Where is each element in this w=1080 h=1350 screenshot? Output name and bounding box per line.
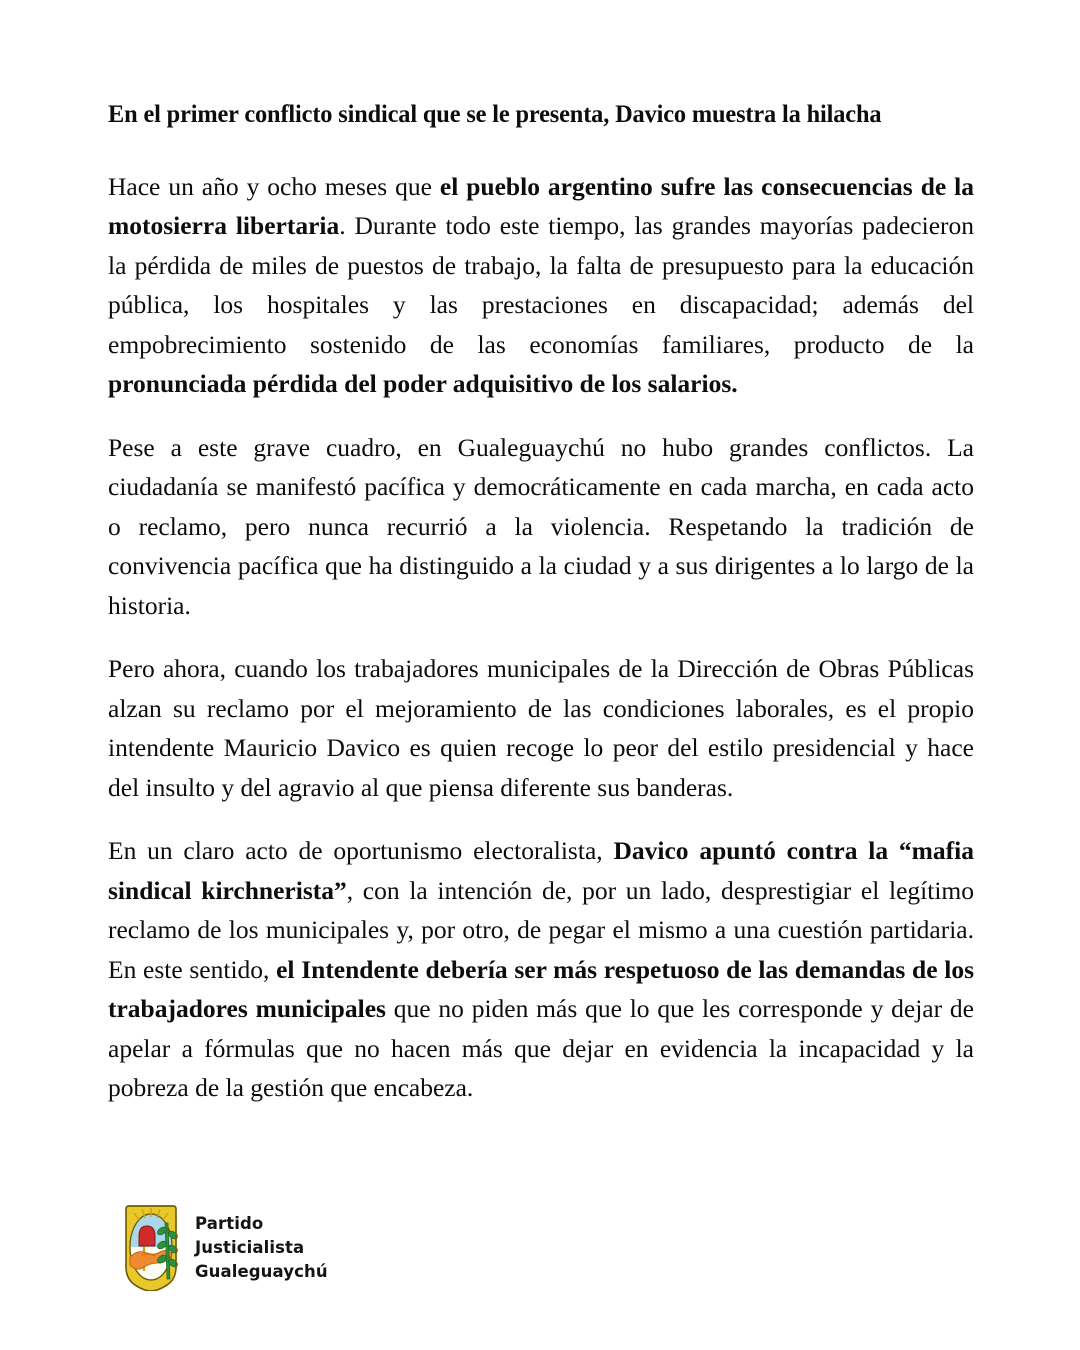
emphasis-run: pronunciada pérdida del poder adquisitivo de los salarios. — [108, 369, 738, 399]
paragraph-4 — [108, 831, 974, 1108]
paragraph-2 — [108, 428, 974, 626]
emphasis-run: el pueblo argentino sufre las consecuencias de la motosierra libertaria — [108, 171, 974, 241]
document-content — [108, 98, 974, 1108]
crest-shield-icon — [120, 1205, 182, 1291]
text-run: Pero ahora, cuando los trabajadores municipales de la Dirección de Obras Públicas alzan su reclamo por el mejoramiento de las condiciones laborales, es el propio intendente Mauricio Davico es quien recoge lo peor del estilo presidencial y hace del insulto y del agravio al que piensa diferente sus banderas. — [108, 654, 974, 802]
emphasis-run: Davico apuntó contra la “mafia sindical kirchnerista” — [108, 836, 974, 905]
logo-line-3: Gualeguaychú — [195, 1262, 328, 1281]
partido-justicialista-gualeguaychu-logo — [120, 1205, 328, 1291]
paragraph-1 — [108, 167, 974, 404]
emphasis-run: el Intendente debería ser más respetuoso de las demandas de los trabajadores municipales — [108, 954, 974, 1024]
text-run: En un claro acto de oportunismo electoralista, — [108, 836, 614, 866]
logo-line-1: Partido — [195, 1214, 264, 1233]
logo-line-2: Justicialista — [195, 1238, 305, 1257]
text-run: , con la intención de, por un lado, desprestigiar el legítimo reclamo de los municipales y, por otro, de pegar el mismo a una cuestión partidaria. En este sentido, — [108, 875, 974, 984]
text-run: . Durante todo este tiempo, las grandes mayorías padecieron la pérdida de miles de puestos de trabajo, la falta de presupuesto para la educación pública, los hospitales y las prestaciones en discapacidad; además del empobrecimiento sostenido de las economías familiares, producto de la — [108, 211, 975, 359]
page-title: En el primer conflicto sindical que se le presenta, Davico muestra la hilacha — [108, 99, 882, 128]
paragraph-3 — [108, 649, 974, 807]
text-run: Pese a este grave cuadro, en Gualeguaychú no hubo grandes conflictos. La ciudadanía se manifestó pacífica y democráticamente en cada marcha, en cada acto o reclamo, pero nunca recurrió a la violencia. Respetando la tradición de convivencia pacífica que ha distinguido a la ciudad y a sus dirigentes a lo largo de la historia. — [108, 432, 974, 620]
text-run: Hace un año y ocho meses que — [108, 171, 440, 201]
text-run: que no piden más que lo que les corresponde y dejar de apelar a fórmulas que no hacen más que dejar en evidencia la incapacidad y la pobreza de la gestión que encabeza. — [108, 994, 974, 1103]
logo-text — [195, 1212, 328, 1284]
